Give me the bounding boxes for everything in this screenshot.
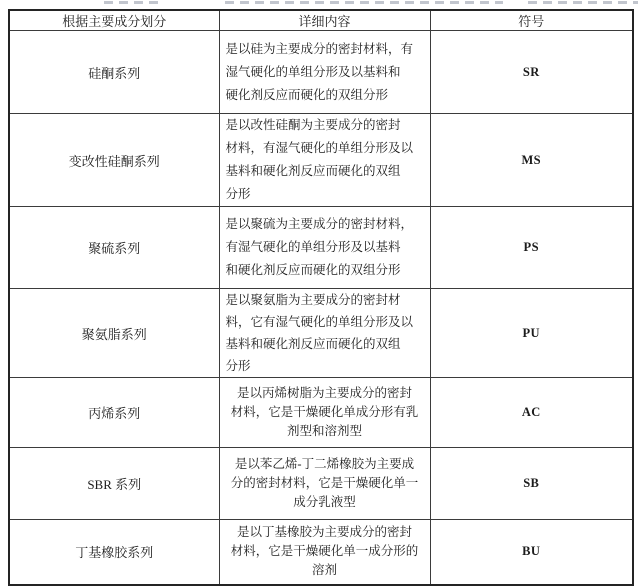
- sealant-classification-table: [8, 9, 634, 586]
- symbol-cell: PS: [430, 207, 633, 289]
- header-cell-detail: 详细内容: [219, 10, 430, 31]
- classification-table-container: [8, 9, 634, 586]
- category-cell: 丙烯系列: [9, 378, 219, 448]
- category-cell: 聚硫系列: [9, 207, 219, 289]
- detail-cell: 是以硅为主要成分的密封材料，有 湿气硬化的单组分形及以基料和 硬化剂反应而硬化的双组分形: [219, 31, 430, 114]
- symbol-cell: AC: [430, 378, 633, 448]
- symbol-cell: SB: [430, 448, 633, 520]
- header-cell-category: 根据主要成分划分: [9, 10, 219, 31]
- cropped-caption-fragment: [225, 1, 503, 4]
- table-row: [9, 448, 633, 520]
- table-row: [9, 289, 633, 378]
- detail-cell: 是以聚硫为主要成分的密封材料， 有湿气硬化的单组分形及以基料 和硬化剂反应而硬化的双组分形: [219, 207, 430, 289]
- table-row: [9, 31, 633, 114]
- table-row: [9, 114, 633, 207]
- detail-cell: 是以改性硅酮为主要成分的密封 材料，有湿气硬化的单组分形及以 基料和硬化剂反应而硬化的双组 分形: [219, 114, 430, 207]
- category-cell: 硅酮系列: [9, 31, 219, 114]
- detail-cell: 是以丙烯树脂为主要成分的密封 材料，它是干燥硬化单成分形有乳 剂型和溶剂型: [219, 378, 430, 448]
- category-cell: 丁基橡胶系列: [9, 520, 219, 585]
- table-row: [9, 378, 633, 448]
- cropped-caption-fragment: [528, 1, 638, 4]
- cropped-caption-fragment: [104, 1, 162, 4]
- table-row: [9, 520, 633, 585]
- category-cell: SBR 系列: [9, 448, 219, 520]
- category-cell: 聚氨脂系列: [9, 289, 219, 378]
- table-row: [9, 207, 633, 289]
- symbol-cell: MS: [430, 114, 633, 207]
- detail-cell: 是以聚氨脂为主要成分的密封材 料，它有湿气硬化的单组分形及以 基料和硬化剂反应而硬化的双组 分形: [219, 289, 430, 378]
- category-cell: 变改性硅酮系列: [9, 114, 219, 207]
- detail-cell: 是以丁基橡胶为主要成分的密封 材料，它是干燥硬化单一成分形的 溶剂: [219, 520, 430, 585]
- detail-cell: 是以苯乙烯-丁二烯橡胶为主要成 分的密封材料，它是干燥硬化单一 成分乳液型: [219, 448, 430, 520]
- symbol-cell: SR: [430, 31, 633, 114]
- header-row: [9, 10, 633, 31]
- header-cell-symbol: 符号: [430, 10, 633, 31]
- symbol-cell: PU: [430, 289, 633, 378]
- symbol-cell: BU: [430, 520, 633, 585]
